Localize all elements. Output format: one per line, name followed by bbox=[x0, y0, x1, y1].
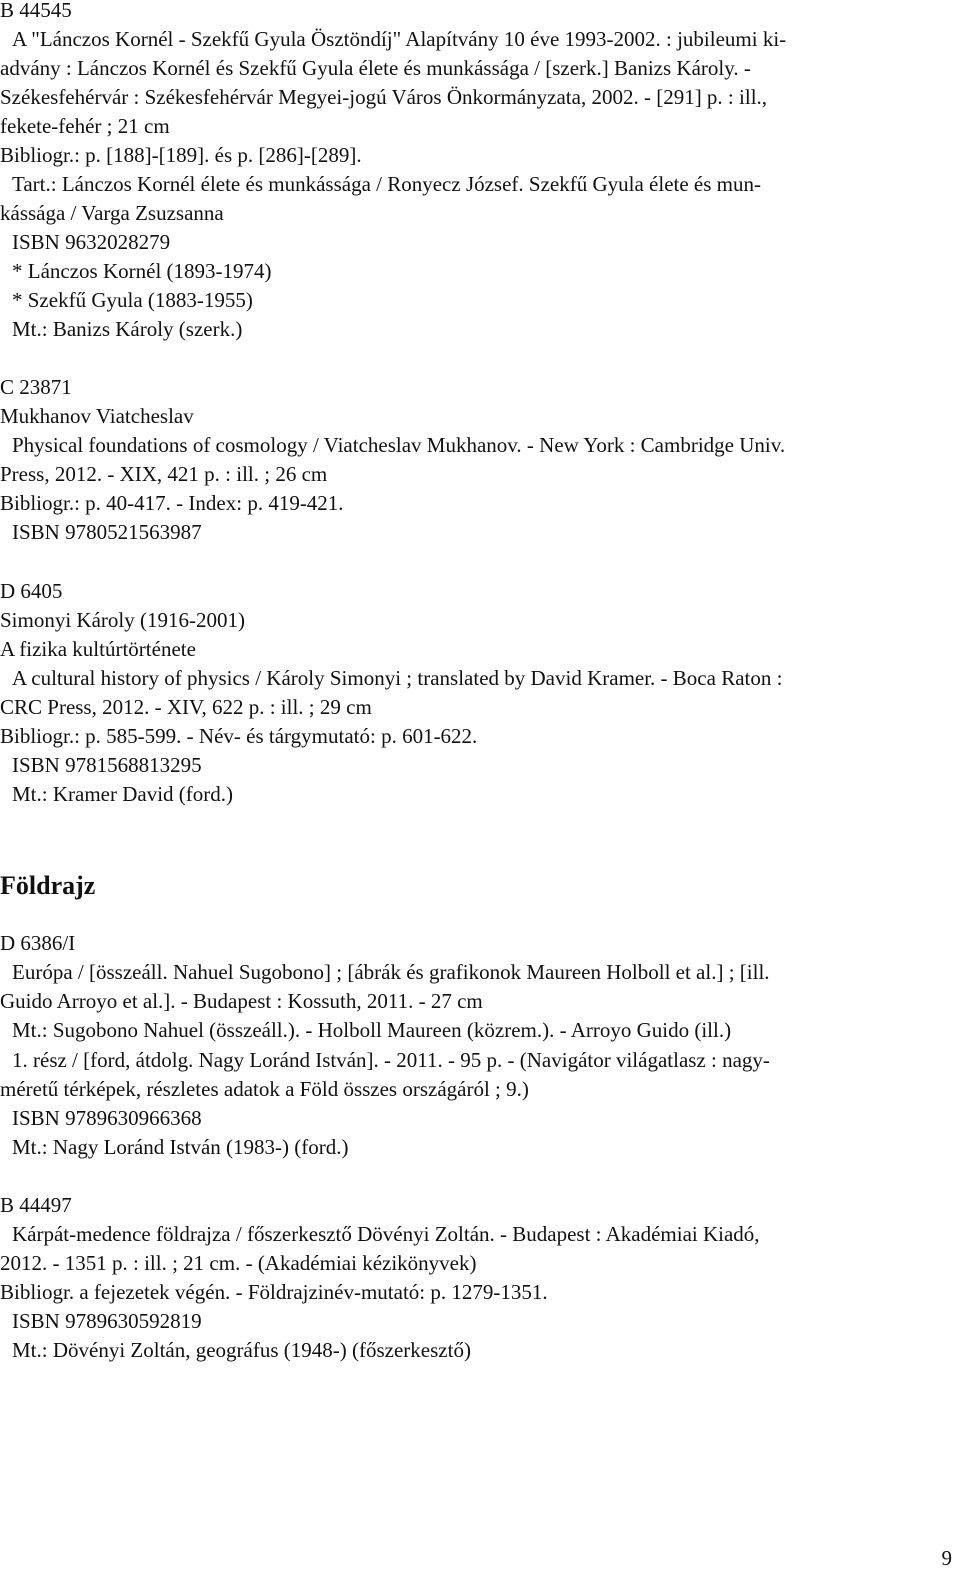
entry-line: 1. rész / [ford, átdolg. Nagy Loránd István]. - 2011. - 95 p. - (Navigátor világatlasz : nagy- bbox=[12, 1048, 770, 1072]
entry-line: kássága / Varga Zsuzsanna bbox=[0, 201, 224, 225]
entry-line: A "Lánczos Kornél - Szekfű Gyula Ösztöndíj" Alapítvány 10 éve 1993-2002. : jubileumi ki- bbox=[12, 27, 787, 51]
entry-line: A cultural history of physics / Károly Simonyi ; translated by David Kramer. - Boca Raton : bbox=[12, 666, 783, 690]
entry-line: méretű térképek, részletes adatok a Föld összes országáról ; 9.) bbox=[0, 1077, 529, 1101]
entry-shelfmark: C 23871 bbox=[0, 375, 72, 399]
entry-line: * Lánczos Kornél (1893-1974) bbox=[12, 259, 272, 283]
entry-line: Mt.: Sugobono Nahuel (összeáll.). - Holboll Maureen (közrem.). - Arroyo Guido (ill.) bbox=[12, 1018, 732, 1042]
entry-line: Mt.: Kramer David (ford.) bbox=[12, 782, 234, 806]
section-heading: Földrajz bbox=[0, 871, 96, 900]
entry-isbn: ISBN 9789630966368 bbox=[12, 1106, 202, 1130]
entry-line: Európa / [összeáll. Nahuel Sugobono] ; [ábrák és grafikonok Maureen Holboll et al.] ; [ill. bbox=[12, 960, 770, 984]
entry-shelfmark: B 44545 bbox=[0, 0, 72, 22]
entry-line: fekete-fehér ; 21 cm bbox=[0, 114, 170, 138]
entry-line: Bibliogr.: p. 40-417. - Index: p. 419-421. bbox=[0, 491, 344, 515]
entry-isbn: ISBN 9780521563987 bbox=[12, 520, 202, 544]
entry-line: Bibliogr.: p. [188]-[189]. és p. [286]-[289]. bbox=[0, 143, 362, 167]
entry-line: Press, 2012. - XIX, 421 p. : ill. ; 26 cm bbox=[0, 462, 328, 486]
entry-line: Mt.: Dövényi Zoltán, geográfus (1948-) (főszerkesztő) bbox=[12, 1338, 471, 1362]
entry-line: Guido Arroyo et al.]. - Budapest : Kossuth, 2011. - 27 cm bbox=[0, 989, 483, 1013]
entry-line: Mt.: Nagy Loránd István (1983-) (ford.) bbox=[12, 1135, 349, 1159]
entry-line: Bibliogr.: p. 585-599. - Név- és tárgymutató: p. 601-622. bbox=[0, 724, 478, 748]
entry-line: Physical foundations of cosmology / Viatcheslav Mukhanov. - New York : Cambridge Univ. bbox=[12, 433, 786, 457]
page-number: 9 bbox=[941, 1546, 952, 1570]
entry-line: CRC Press, 2012. - XIV, 622 p. : ill. ; 29 cm bbox=[0, 695, 372, 719]
entry-shelfmark: D 6405 bbox=[0, 579, 63, 603]
entry-line: * Szekfű Gyula (1883-1955) bbox=[12, 288, 253, 312]
entry-line: advány : Lánczos Kornél és Szekfű Gyula élete és munkássága / [szerk.] Banizs Károly. - bbox=[0, 56, 751, 80]
entry-shelfmark: B 44497 bbox=[0, 1193, 72, 1217]
entry-line: 2012. - 1351 p. : ill. ; 21 cm. - (Akadémiai kézikönyvek) bbox=[0, 1251, 477, 1275]
entry-shelfmark: D 6386/I bbox=[0, 931, 76, 955]
entry-isbn: ISBN 9789630592819 bbox=[12, 1309, 202, 1333]
entry-line: Mukhanov Viatcheslav bbox=[0, 404, 194, 428]
entry-line: Bibliogr. a fejezetek végén. - Földrajzinév-mutató: p. 1279-1351. bbox=[0, 1280, 548, 1304]
entry-line: A fizika kultúrtörténete bbox=[0, 637, 196, 661]
entry-line: Tart.: Lánczos Kornél élete és munkássága / Ronyecz József. Szekfű Gyula élete és mun- bbox=[12, 172, 762, 196]
entry-line: Székesfehérvár : Székesfehérvár Megyei-jogú Város Önkormányzata, 2002. - [291] p. : ill., bbox=[0, 85, 768, 109]
entry-line: Kárpát-medence földrajza / főszerkesztő Dövényi Zoltán. - Budapest : Akadémiai Kiadó, bbox=[12, 1222, 760, 1246]
entry-line: Mt.: Banizs Károly (szerk.) bbox=[12, 317, 243, 341]
entry-isbn: ISBN 9632028279 bbox=[12, 230, 171, 254]
entry-isbn: ISBN 9781568813295 bbox=[12, 753, 202, 777]
entry-line: Simonyi Károly (1916-2001) bbox=[0, 608, 245, 632]
